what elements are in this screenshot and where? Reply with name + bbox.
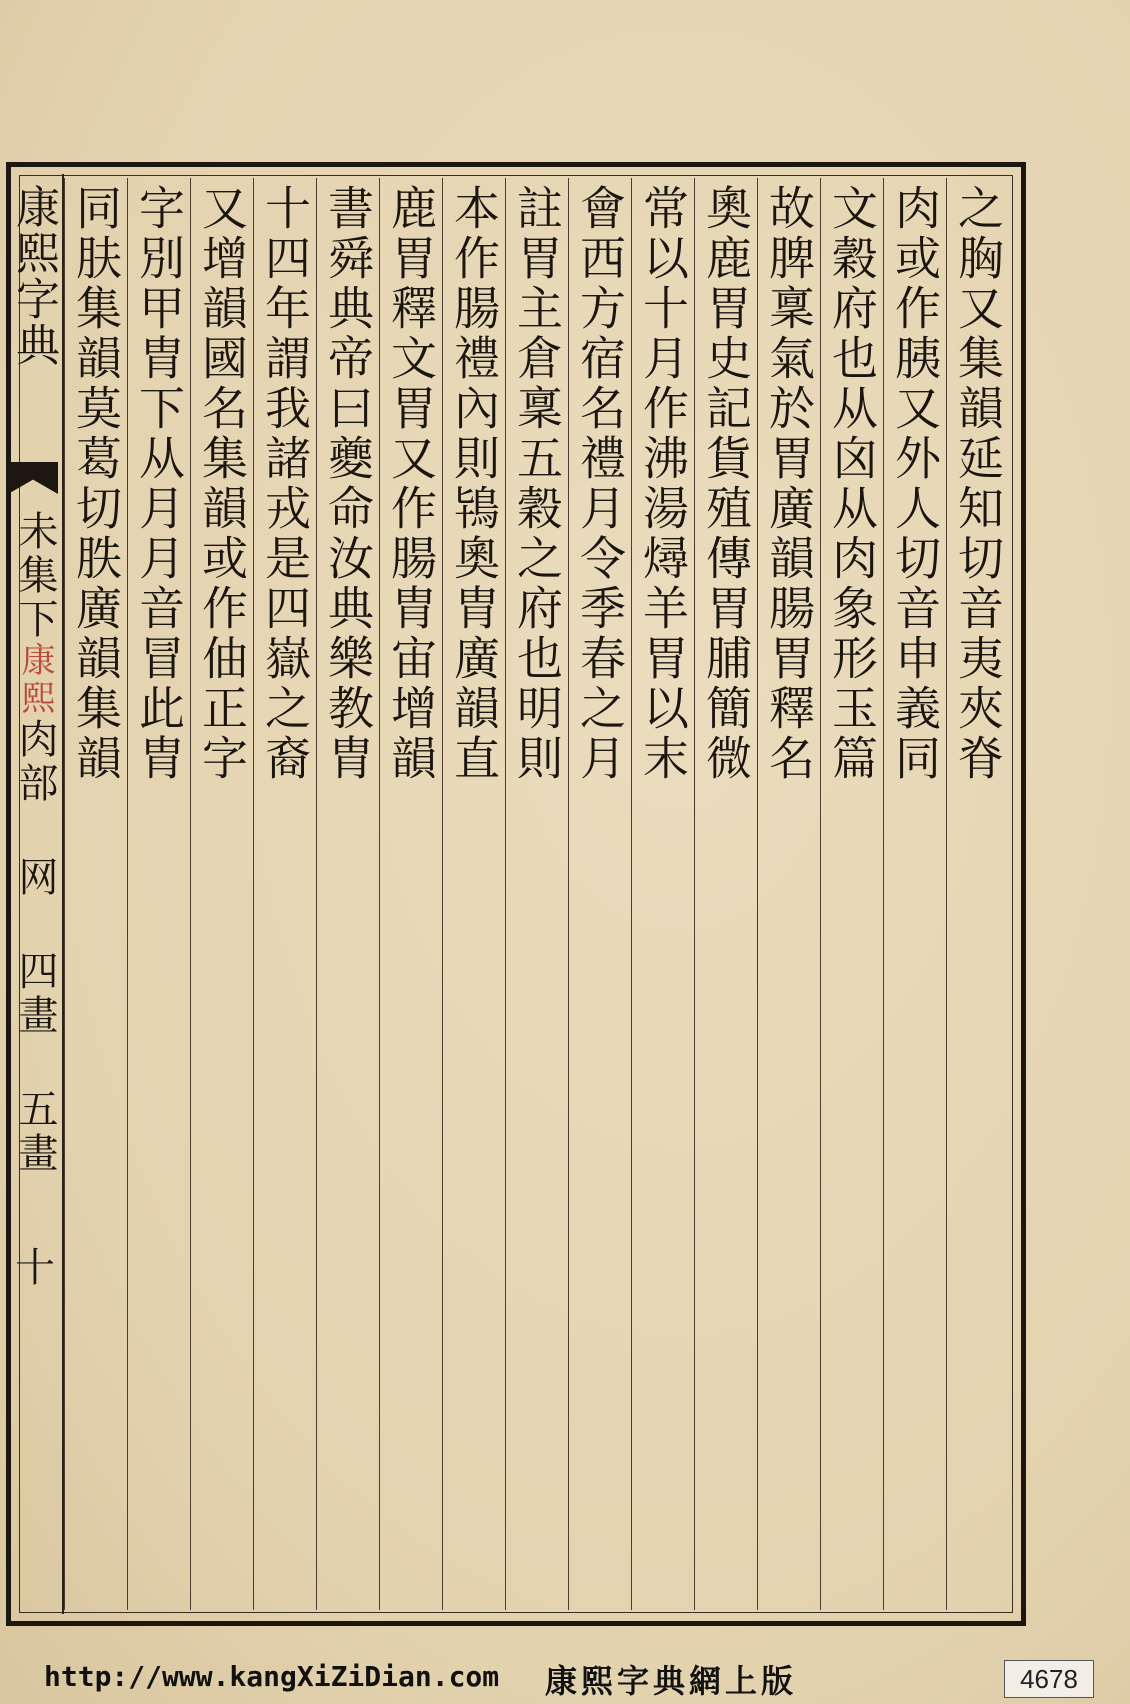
text-column: 註胃主倉稟五穀之府也明則 [505,178,568,1610]
text-column: 肉或作胰又外人切音申義同 [883,178,946,1610]
text-column: 奧鹿胃史記貨殖傳胃脯簡微 [694,178,757,1610]
footer-url-link[interactable]: http://www.kangXiZiDian.com [44,1660,500,1693]
text-column: 之胸又集韻延知切音夷夾脊 [946,178,1009,1610]
gutter-section-label [10,510,60,1176]
footer-page-number: 4678 [1004,1660,1094,1698]
gutter-section-volume: 未集下 [12,510,58,642]
text-column: 文穀府也从囟从肉象形玉篇 [820,178,883,1610]
text-column: 會西方宿名禮月令季春之月 [568,178,631,1610]
text-column: 又增韻國名集韻或作伷正字 [190,178,253,1610]
gutter-book-title: 康熙字典 [8,184,59,368]
text-column: 常以十月作沸湯燖羊胃以末 [631,178,694,1610]
gutter-page-marker: 十 [15,1245,55,1291]
text-column: 同肤集韻莫葛切胅廣韻集韻 [64,178,127,1610]
text-column: 字別甲胄下从月月音冒此胄 [127,178,190,1610]
text-column: 鹿胃釋文胃又作腸胄宙增韻 [379,178,442,1610]
text-column: 本作腸禮內則鴇奧胄廣韻直 [442,178,505,1610]
text-column: 故脾稟氣於胃廣韻腸胃釋名 [757,178,820,1610]
text-columns [64,178,1009,1610]
text-column: 書舜典帝曰夔命汝典樂教胄 [316,178,379,1610]
gutter-section-stamp: 康熙 [15,642,55,718]
footer-site-title: 康熙字典網上版 [545,1662,798,1700]
gutter-section-tail: 肉部 网 四畫 五畫 [12,718,58,1176]
text-column: 十四年謂我諸戎是四嶽之裔 [253,178,316,1610]
